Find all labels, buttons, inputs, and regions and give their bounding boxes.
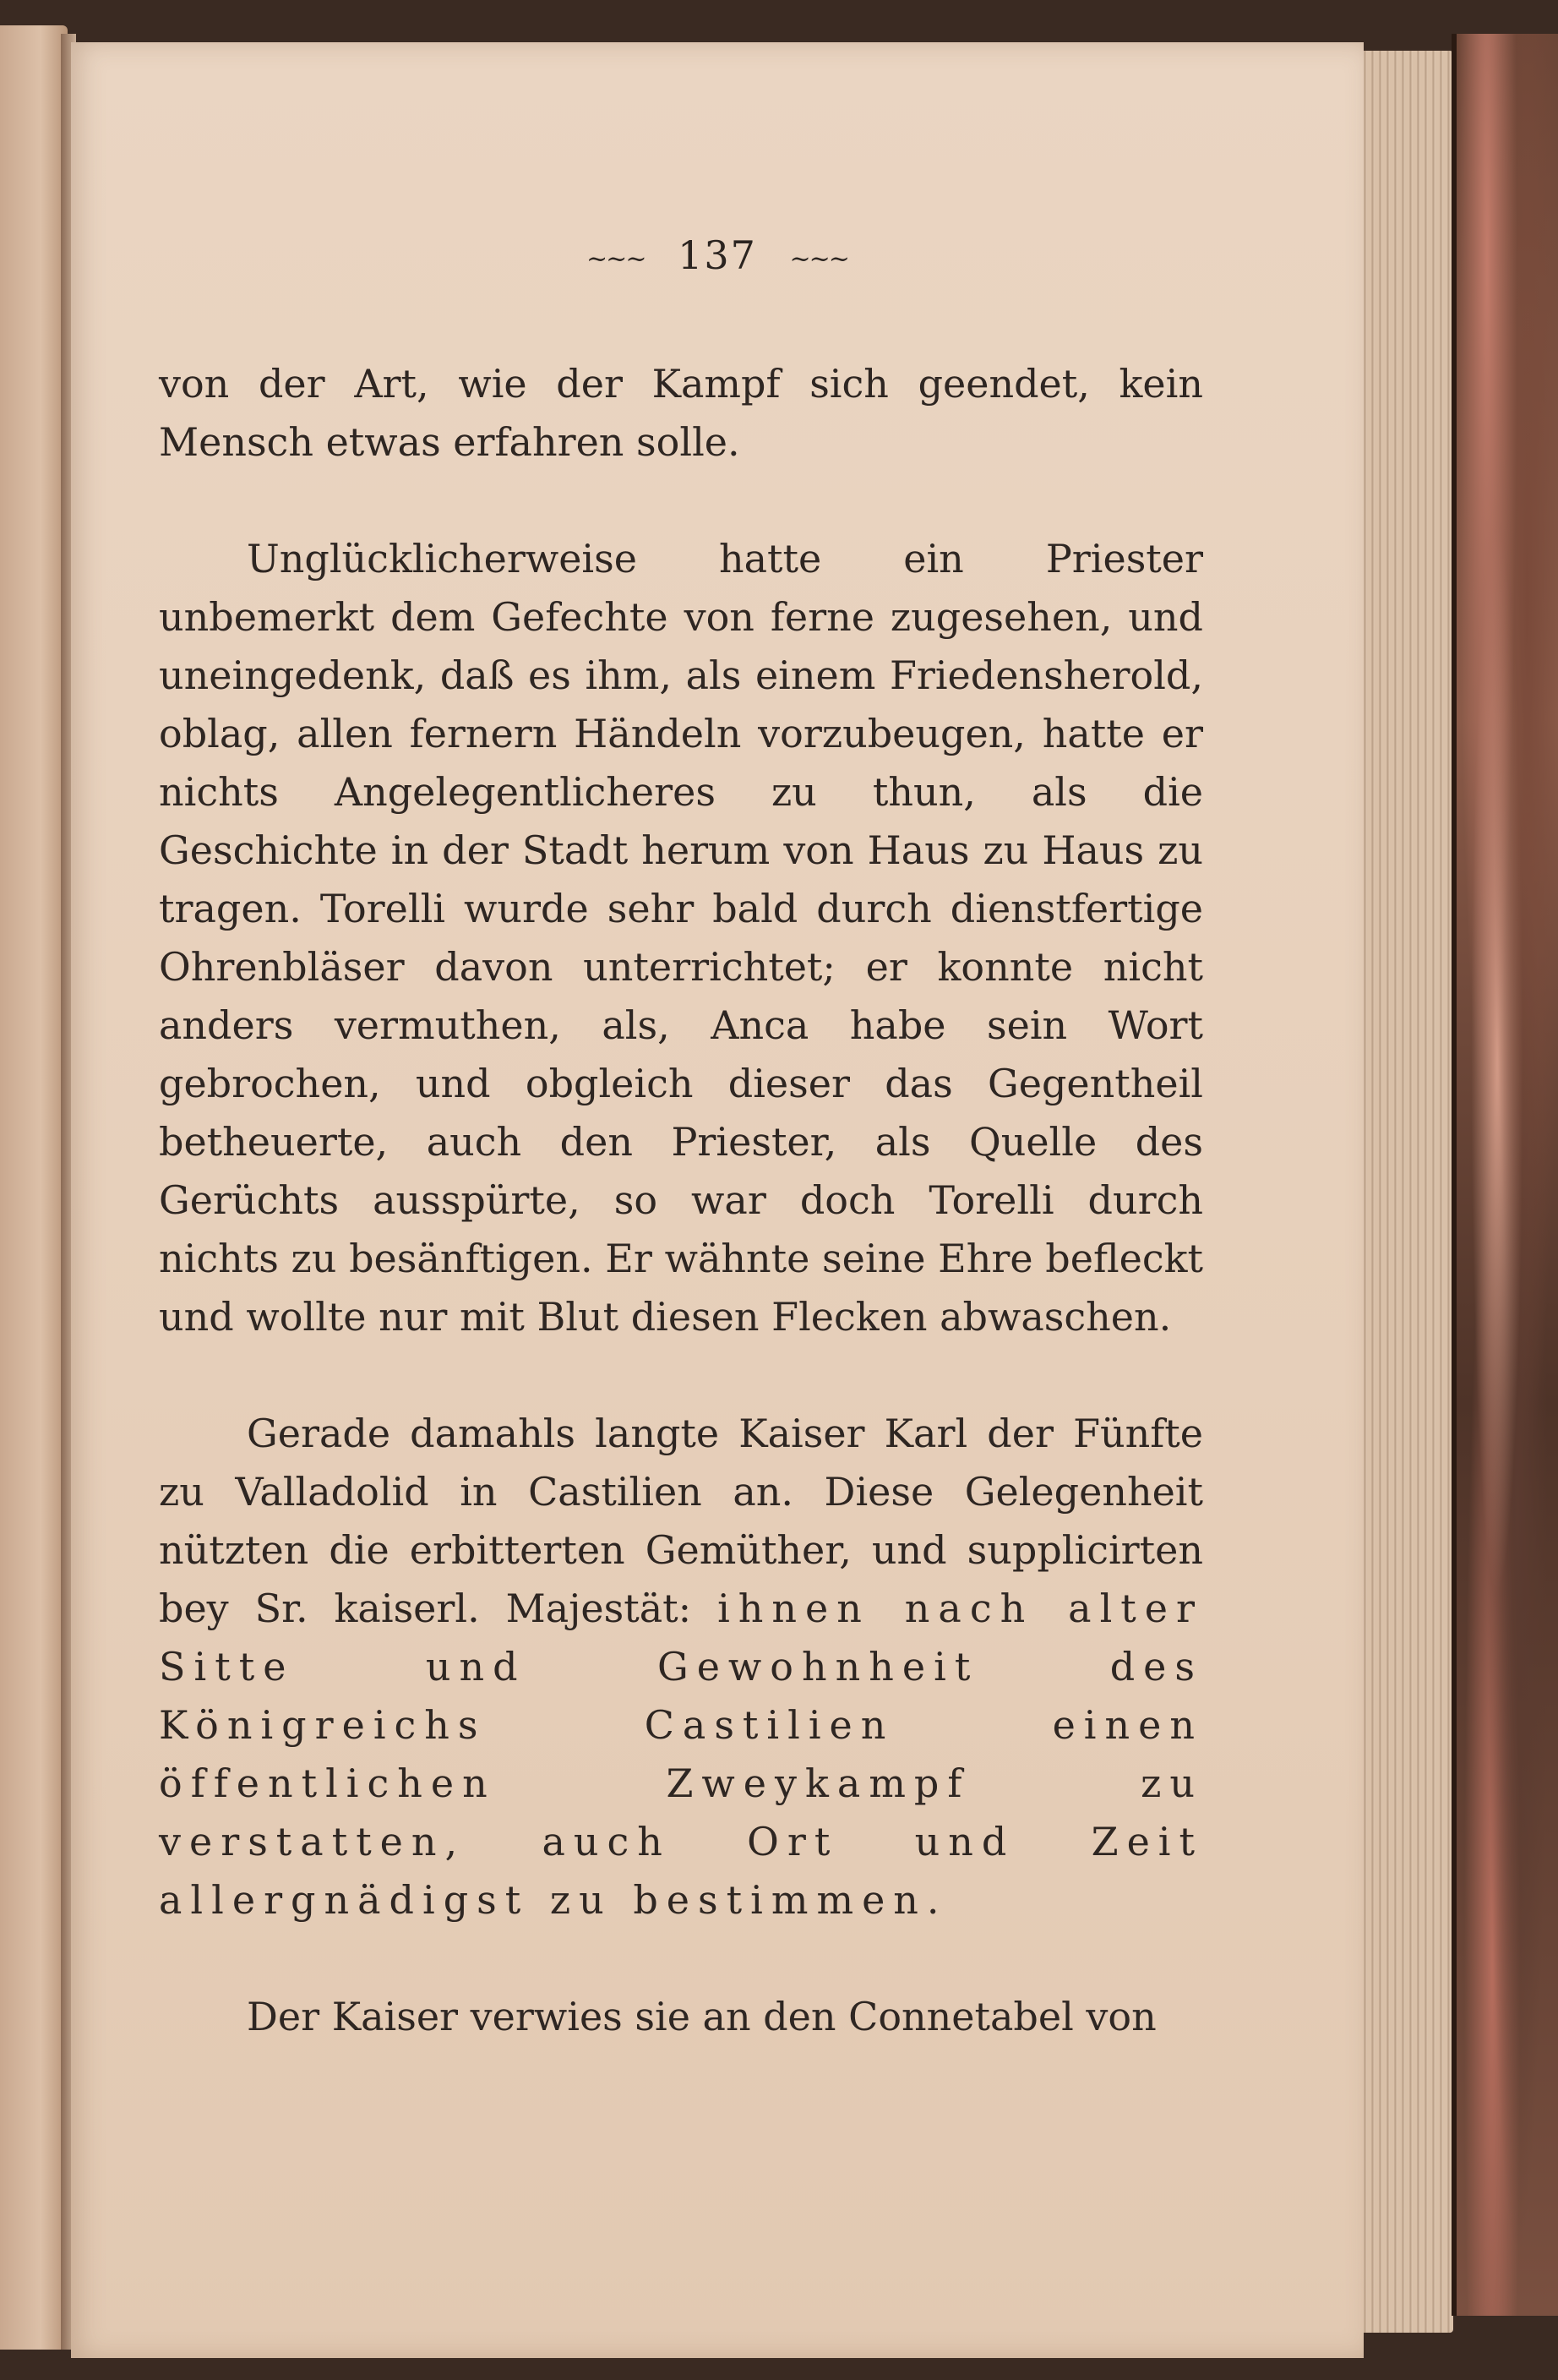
page-stack-edges — [1352, 51, 1453, 2333]
page-header — [71, 232, 1364, 278]
marbled-cover — [1452, 34, 1558, 2316]
paragraph-2: Unglücklicherweise hatte ein Priester unbemerkt dem Gefechte von ferne zugesehen, und uneingedenk, daß es ihm, als einem Friedensherold, oblag, allen fernern Händeln vorzubeugen, hatte er nichts Angelegentlicheres zu thun, als die Geschichte in der Stadt herum von Haus zu Haus zu tragen. Torelli wurde sehr bald durch dienstfertige Ohrenbläser davon unterrichtet; er konnte nicht anders vermuthen, als, Anca habe sein Wort gebrochen, und obgleich dieser das Gegentheil betheuerte, auch den Priester, als Quelle des Gerüchts ausspürte, so war doch Torelli durch nichts zu besänftigen. Er wähnte seine Ehre befleckt und wollte nur mit Blut diesen Flecken abwaschen. — [159, 536, 1203, 1340]
page-number: 137 — [678, 232, 757, 278]
paragraph-3-spaced-text: ihnen nach alter Sitte und Gewohnheit des Königreichs Castilien einen öffentlichen Zweykampf zu verstatten, auch Ort und Zeit allergnädigst zu bestimmen. — [159, 1586, 1203, 1923]
body-text — [159, 355, 1203, 2046]
ornament-left-icon: ~~~ — [586, 243, 646, 274]
paragraph-4: Der Kaiser verwies sie an den Connetabel von — [247, 1994, 1157, 2039]
paragraph-3-text: Gerade damahls langte Kaiser Karl der Fünfte zu Valladolid in Castilien an. Diese Gelegenheit nützten die erbitterten Gemüther, und supplicirten bey Sr. kaiserl. Majestät: — [159, 1411, 1203, 1631]
paragraph-3 — [159, 1405, 1203, 1930]
ornament-right-icon: ~~~ — [789, 243, 848, 274]
paragraph-1: von der Art, wie der Kampf sich geendet, kein Mensch etwas erfahren solle. — [159, 361, 1203, 465]
facing-page-edge — [0, 25, 68, 2350]
book-page — [71, 42, 1364, 2358]
